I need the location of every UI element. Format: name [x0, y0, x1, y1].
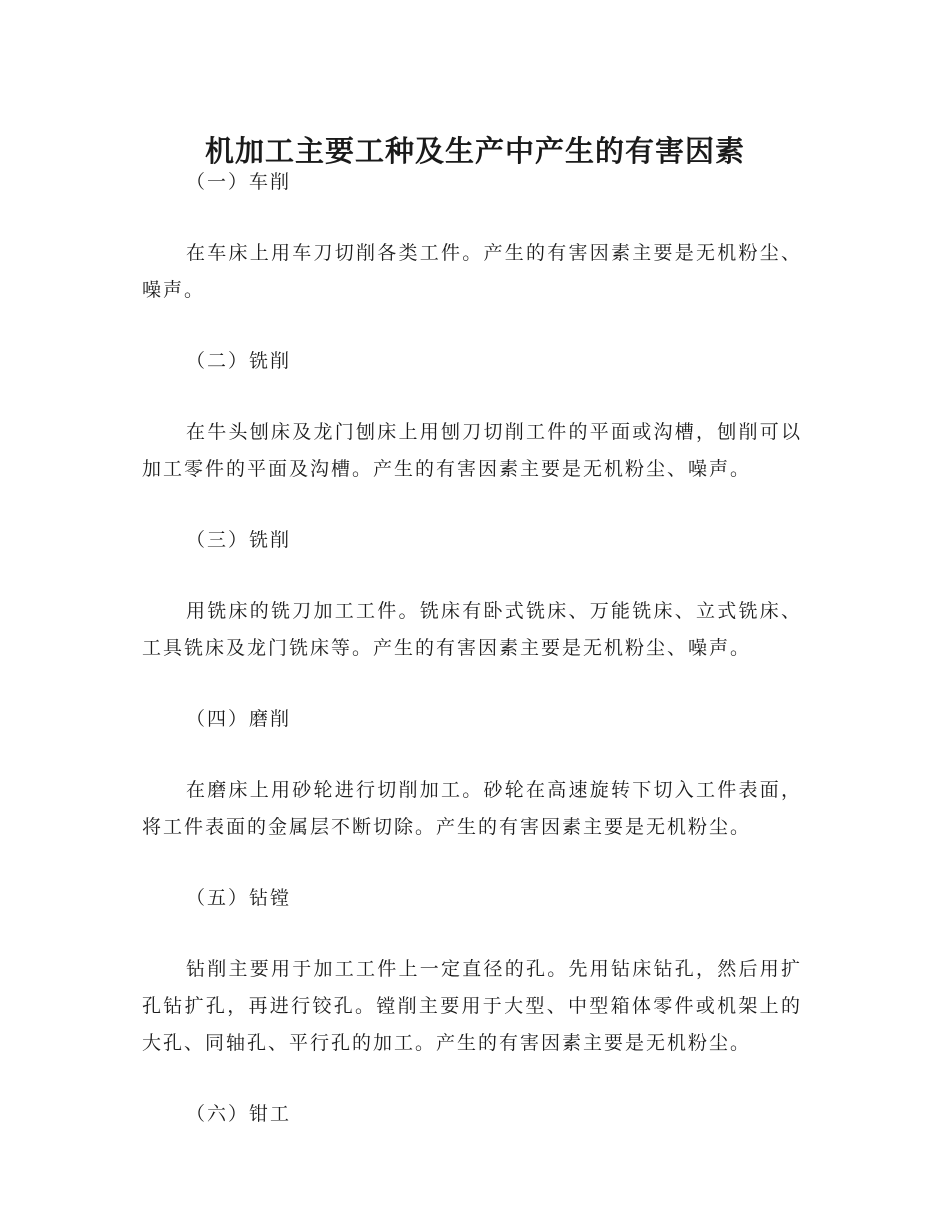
section-heading-1: （一）车削 — [186, 171, 292, 193]
section-heading-2: （二）铣削 — [186, 350, 292, 372]
section-heading-6: （六）钳工 — [186, 1103, 292, 1125]
page-title: 机加工主要工种及生产中产生的有害因素 — [204, 134, 745, 169]
section-paragraph-1: 在车床上用车刀切削各类工件。产生的有害因素主要是无机粉尘、噪声。 — [142, 242, 802, 301]
section-heading-4: （四）磨削 — [186, 708, 292, 730]
section-heading-5: （五）钻镗 — [186, 887, 292, 909]
section-paragraph-5: 钻削主要用于加工工件上一定直径的孔。先用钻床钻孔，然后用扩孔钻扩孔，再进行铰孔。镗削主要用于大型、中型箱体零件或机架上的大孔、同轴孔、平行孔的加工。产生的有害因素主要是无机粉尘。 — [142, 958, 802, 1054]
section-paragraph-4: 在磨床上用砂轮进行切削加工。砂轮在高速旋转下切入工件表面，将工件表面的金属层不断切除。产生的有害因素主要是无机粉尘。 — [142, 779, 802, 838]
section-paragraph-2: 在牛头刨床及龙门刨床上用刨刀切削工件的平面或沟槽，刨削可以加工零件的平面及沟槽。产生的有害因素主要是无机粉尘、噪声。 — [142, 421, 802, 480]
section-heading-3: （三）铣削 — [186, 529, 292, 551]
section-paragraph-3: 用铣床的铣刀加工工件。铣床有卧式铣床、万能铣床、立式铣床、工具铣床及龙门铣床等。产生的有害因素主要是无机粉尘、噪声。 — [142, 600, 802, 659]
document-body — [142, 164, 802, 1133]
